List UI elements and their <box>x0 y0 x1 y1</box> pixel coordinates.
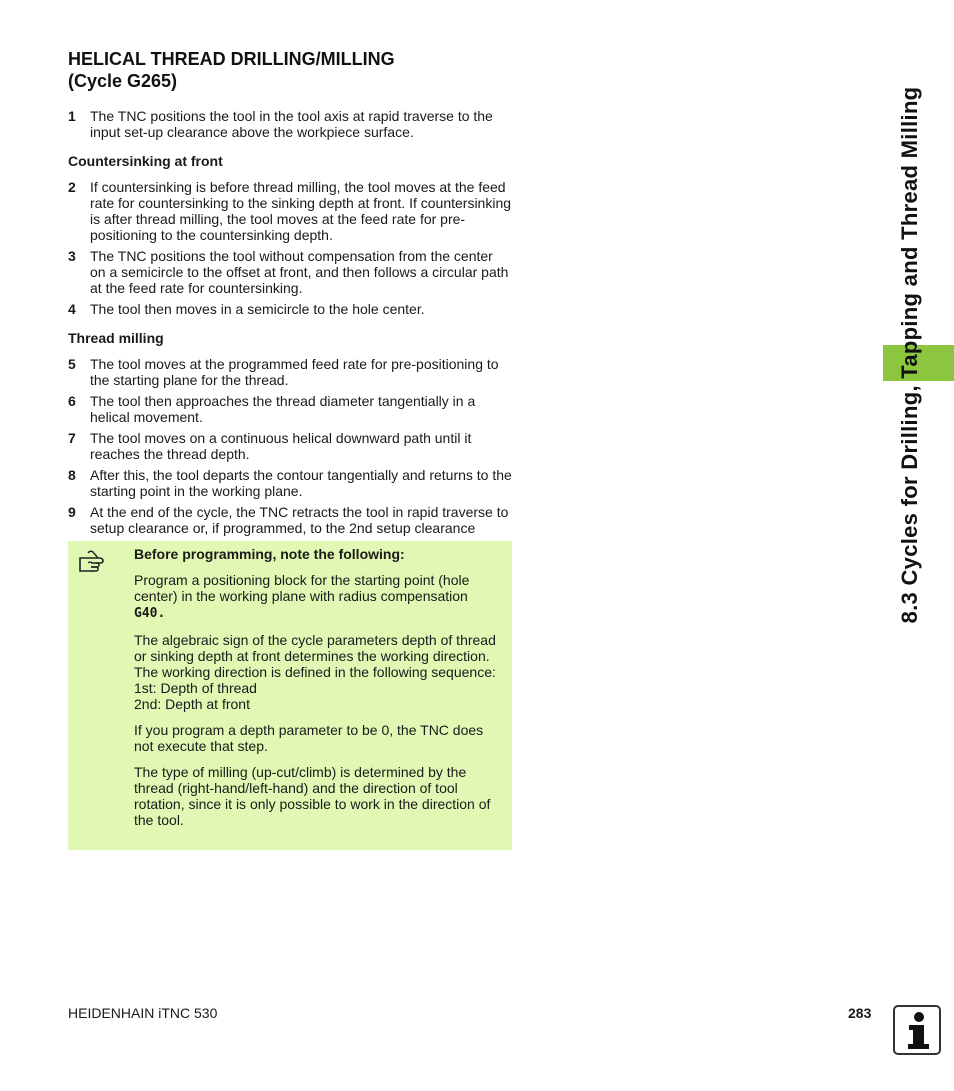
step-number: 6 <box>68 393 76 409</box>
pointing-hand-icon <box>78 549 112 575</box>
procedure-content <box>68 108 512 541</box>
step-3 <box>68 248 512 296</box>
footer-product: HEIDENHAIN iTNC 530 <box>68 1005 218 1021</box>
step-text: The tool then approaches the thread diameter tangentially in a helical movement. <box>90 393 476 425</box>
step-text: At the end of the cycle, the TNC retracts the tool in rapid traverse to setup clearance or, if programmed, to the 2nd setup clearance <box>90 504 509 536</box>
heading-line-1: HELICAL THREAD DRILLING/MILLING <box>68 49 395 69</box>
note-p1-text: Program a positioning block for the starting point (hole center) in the working plane with radius compensation <box>134 572 470 604</box>
step-2 <box>68 179 512 243</box>
info-glyph <box>895 1007 939 1053</box>
step-text: The tool moves at the programmed feed rate for pre-positioning to the starting plane for the thread. <box>90 356 499 388</box>
note-p2-line-3: 2nd: Depth at front <box>134 696 250 712</box>
step-number: 7 <box>68 430 76 446</box>
note-p1-code: G40. <box>134 606 166 621</box>
note-p2-line-2: 1st: Depth of thread <box>134 680 257 696</box>
note-p2-line-1: The algebraic sign of the cycle parameters depth of thread or sinking depth at front determines the working direction. The working direction is defined in the following sequence: <box>134 632 496 680</box>
section-heading <box>68 48 528 92</box>
note-box <box>68 541 512 850</box>
step-7 <box>68 430 512 462</box>
step-text: The tool moves on a continuous helical downward path until it reaches the thread depth. <box>90 430 472 462</box>
info-icon <box>893 1005 941 1055</box>
heading-line-2: (Cycle G265) <box>68 71 178 91</box>
step-text: If countersinking is before thread milling, the tool moves at the feed rate for countersinking to the sinking depth at front. If countersinking is after thread milling, the tool moves at the feed rate for pre-positioning to the countersinking depth. <box>90 179 512 243</box>
step-text: The tool then moves in a semicircle to the hole center. <box>90 301 425 317</box>
step-number: 4 <box>68 301 76 317</box>
step-number: 3 <box>68 248 76 264</box>
step-number: 8 <box>68 467 76 483</box>
step-number: 2 <box>68 179 76 195</box>
step-number: 5 <box>68 356 76 372</box>
step-9 <box>68 504 512 536</box>
step-6 <box>68 393 512 425</box>
subhead-countersinking: Countersinking at front <box>68 153 223 169</box>
step-text: The TNC positions the tool in the tool axis at rapid traverse to the input set-up clearance above the workpiece surface. <box>90 108 493 140</box>
note-title: Before programming, note the following: <box>134 546 405 562</box>
page-number: 283 <box>848 1005 872 1021</box>
step-text: After this, the tool departs the contour tangentially and returns to the starting point in the working plane. <box>90 467 512 499</box>
note-paragraph-1 <box>134 572 502 622</box>
step-1 <box>68 108 512 140</box>
note-paragraph-3: If you program a depth parameter to be 0, the TNC does not execute that step. <box>134 722 484 754</box>
step-number: 9 <box>68 504 76 520</box>
note-paragraph-4: The type of milling (up-cut/climb) is determined by the thread (right-hand/left-hand) and the direction of tool rotation, since it is only possible to work in the direction of the tool. <box>134 764 491 828</box>
step-8 <box>68 467 512 499</box>
step-number: 1 <box>68 108 76 124</box>
step-5 <box>68 356 512 388</box>
step-4 <box>68 301 512 317</box>
note-body <box>134 546 502 838</box>
note-paragraph-2 <box>134 632 502 712</box>
step-text: The TNC positions the tool without compensation from the center on a semicircle to the offset at front, and then follows a circular path at the feed rate for countersinking. <box>90 248 509 296</box>
side-chapter-title: 8.3 Cycles for Drilling, Tapping and Thread Milling <box>897 86 922 624</box>
subhead-thread-milling: Thread milling <box>68 330 164 346</box>
